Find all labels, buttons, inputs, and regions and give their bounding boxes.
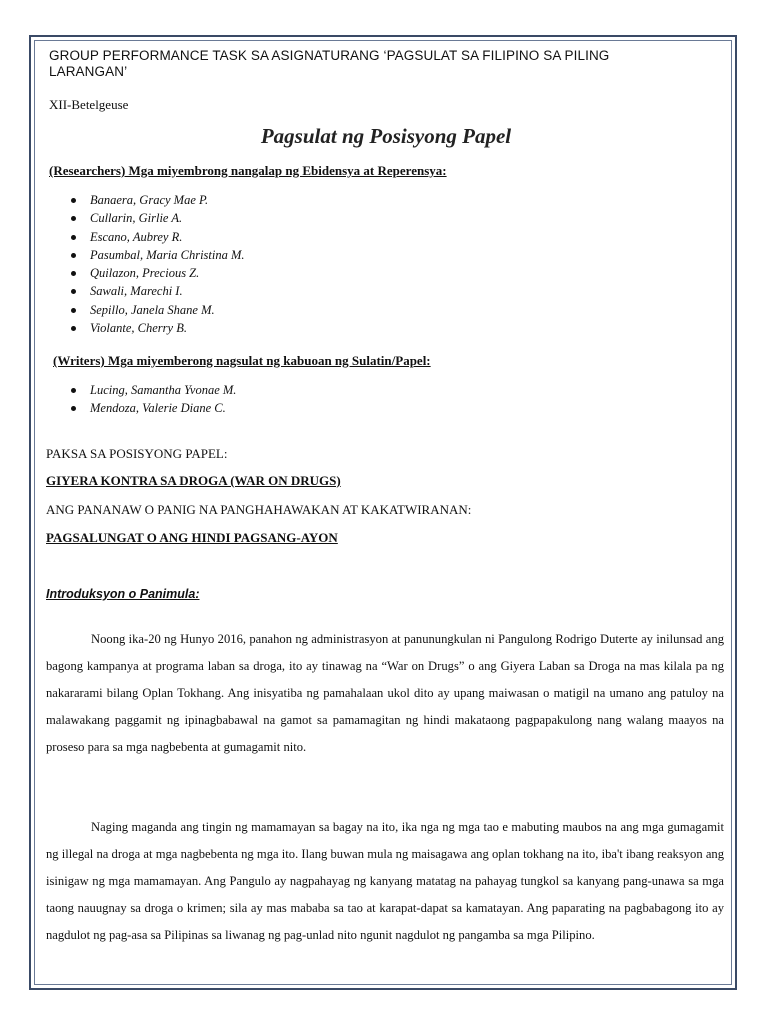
task-title: GROUP PERFORMANCE TASK SA ASIGNATURANG ‘PAGSULAT SA FILIPINO SA PILING LARANGAN’ — [49, 48, 610, 79]
list-item — [71, 246, 245, 264]
bullet-icon — [71, 289, 76, 294]
member-name: Quilazon, Precious Z. — [90, 266, 200, 281]
list-item — [71, 282, 245, 300]
member-name: Banaera, Gracy Mae P. — [90, 193, 209, 207]
member-name: Lucing, Samantha Yvonae M. — [90, 383, 237, 397]
member-name: Escano, Aubrey R. — [90, 229, 183, 244]
writers-heading: (Writers) Mga miyemberong nagsulat ng kabuoan ng Sulatin/Papel: — [53, 353, 431, 368]
list-item — [71, 399, 236, 417]
member-name: Sepillo, Janela Shane M. — [90, 302, 215, 317]
section-label: XII-Betelgeuse — [49, 97, 129, 112]
member-name: Cullarin, Girlie A. — [90, 211, 183, 226]
bullet-icon — [71, 406, 76, 411]
list-item — [71, 264, 245, 282]
list-item — [71, 319, 245, 337]
list-item — [71, 191, 245, 209]
bullet-icon — [71, 216, 76, 221]
researchers-list — [71, 191, 245, 337]
list-item — [71, 381, 236, 399]
bullet-icon — [71, 198, 76, 203]
document-title: Pagsulat ng Posisyong Papel — [260, 124, 512, 148]
list-item — [71, 209, 245, 227]
stance-value: PAGSALUNGAT O ANG HINDI PAGSANG-AYON — [46, 530, 338, 545]
topic-label: PAKSA SA POSISYONG PAPEL: — [46, 446, 228, 461]
bullet-icon — [71, 271, 76, 276]
bullet-icon — [71, 235, 76, 240]
intro-heading: Introduksyon o Panimula: — [46, 587, 200, 601]
bullet-icon — [71, 253, 76, 258]
bullet-icon — [71, 388, 76, 393]
intro-paragraph-1: Noong ika-20 ng Hunyo 2016, panahon ng administrasyon at panunungkulan ni Pangulong Rodrigo Duterte ay inilunsad ang bagong kampanya at programa laban sa droga, ito ay tinawag na “War on Drugs” o ang Giyera Laban sa Droga na mas kilala pa ng nakararami bilang Oplan Tokhang. Ang inisyatiba ng pamahalaan ukol dito ay upang maiwasan o matigil na umano ang patuloy na malawakang paggamit ng ipinagbabawal na gamot sa pamamagitan ng hindi makataong pagpapakulong nang walang maayos na proseso para sa mga nagbebenta at gumagamit nito. — [46, 632, 724, 754]
member-name: Mendoza, Valerie Diane C. — [90, 401, 226, 416]
bullet-icon — [71, 326, 76, 331]
member-name: Pasumbal, Maria Christina M. — [90, 247, 245, 262]
member-name: Violante, Cherry B. — [90, 321, 187, 336]
bullet-icon — [71, 308, 76, 313]
list-item — [71, 228, 245, 246]
writers-list — [71, 381, 236, 418]
list-item — [71, 301, 245, 319]
topic-value: GIYERA KONTRA SA DROGA (WAR ON DRUGS) — [46, 473, 341, 488]
researchers-heading: (Researchers) Mga miyembrong nangalap ng Ebidensya at Reperensya: — [49, 163, 447, 178]
stance-label: ANG PANANAW O PANIG NA PANGHAHAWAKAN AT KAKATWIRANAN: — [46, 502, 472, 517]
member-name: Sawali, Marechi I. — [90, 284, 183, 299]
intro-paragraph-2: Naging maganda ang tingin ng mamamayan sa bagay na ito, ika nga ng mga tao e mabuting maubos na ang mga gumagamit ng illegal na droga at mga nagbebenta ng mga ito. Ilang buwan mula ng maisagawa ang oplan tokhang na ito, iba't ibang reaksyon ang isinigaw ng mga mamamayan. Ang Pangulo ay nagpahayag ng kanyang matatag na pahayag tungkol sa kanyang pang-unawa sa mga taong nauugnay sa droga o krimen; sila ay mas mababa sa tao at karapat-dapat sa kamatayan. Ang paparating na pagbabagong ito ay nagdulot ng pag-asa sa Pilipinas sa liwanag ng pag-unlad nito ngunit nagdulot ng pangamba sa mga Pilipino. — [46, 820, 724, 942]
